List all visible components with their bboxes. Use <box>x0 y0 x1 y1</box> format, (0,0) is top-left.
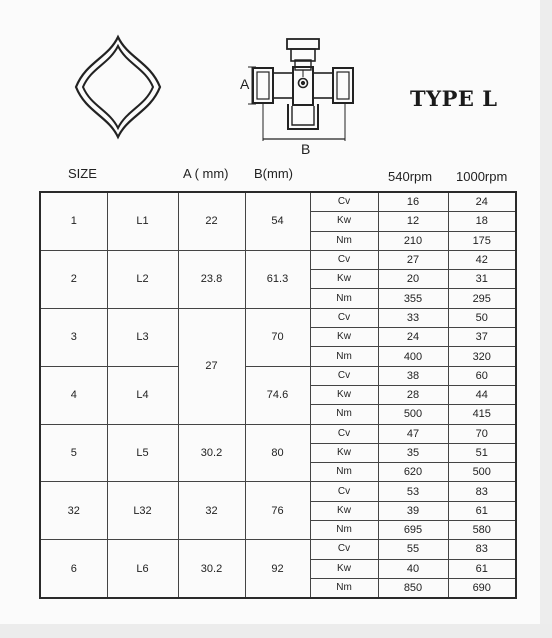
value-1000-cell: 690 <box>448 578 516 598</box>
unit-cell: Cv <box>310 308 378 327</box>
value-1000-cell: 37 <box>448 328 516 347</box>
header-540rpm: 540rpm <box>388 169 433 184</box>
value-1000-cell: 42 <box>448 250 516 269</box>
table-row <box>40 192 516 212</box>
value-540-cell: 20 <box>378 270 448 289</box>
unit-cell: Kw <box>310 443 378 462</box>
unit-cell: Kw <box>310 270 378 289</box>
unit-cell: Nm <box>310 231 378 250</box>
model-cell: L32 <box>107 482 178 540</box>
value-540-cell: 40 <box>378 559 448 578</box>
unit-cell: Cv <box>310 482 378 501</box>
cross-joint-drawing <box>248 39 353 141</box>
b-mm-cell: 54 <box>245 192 310 250</box>
value-1000-cell: 60 <box>448 366 516 385</box>
value-540-cell: 35 <box>378 443 448 462</box>
b-mm-cell: 70 <box>245 308 310 366</box>
value-1000-cell: 295 <box>448 289 516 308</box>
table-row <box>40 366 516 385</box>
unit-cell: Cv <box>310 250 378 269</box>
size-cell: 6 <box>40 540 107 598</box>
page-title: TYPE L <box>410 86 498 111</box>
a-mm-cell: 30.2 <box>178 540 245 598</box>
value-540-cell: 400 <box>378 347 448 366</box>
value-1000-cell: 320 <box>448 347 516 366</box>
value-540-cell: 695 <box>378 521 448 540</box>
table-row <box>40 250 516 269</box>
model-cell: L4 <box>107 366 178 424</box>
unit-cell: Nm <box>310 463 378 482</box>
value-540-cell: 33 <box>378 308 448 327</box>
value-540-cell: 53 <box>378 482 448 501</box>
value-1000-cell: 83 <box>448 482 516 501</box>
unit-cell: Kw <box>310 559 378 578</box>
unit-cell: Kw <box>310 385 378 404</box>
value-540-cell: 55 <box>378 540 448 559</box>
table-row <box>40 482 516 501</box>
model-cell: L1 <box>107 192 178 250</box>
unit-cell: Cv <box>310 424 378 443</box>
b-mm-cell: 92 <box>245 540 310 598</box>
model-cell: L2 <box>107 250 178 308</box>
value-1000-cell: 175 <box>448 231 516 250</box>
unit-cell: Kw <box>310 501 378 520</box>
value-1000-cell: 83 <box>448 540 516 559</box>
spec-table <box>39 191 517 599</box>
unit-cell: Kw <box>310 212 378 231</box>
value-540-cell: 850 <box>378 578 448 598</box>
value-540-cell: 620 <box>378 463 448 482</box>
model-cell: L3 <box>107 308 178 366</box>
page-edge-right <box>540 0 552 638</box>
a-mm-cell: 27 <box>178 308 245 424</box>
value-540-cell: 47 <box>378 424 448 443</box>
value-540-cell: 38 <box>378 366 448 385</box>
b-mm-cell: 61.3 <box>245 250 310 308</box>
value-540-cell: 500 <box>378 405 448 424</box>
unit-cell: Cv <box>310 366 378 385</box>
a-mm-cell: 23.8 <box>178 250 245 308</box>
value-1000-cell: 31 <box>448 270 516 289</box>
a-mm-cell: 30.2 <box>178 424 245 482</box>
dimension-a-label: A <box>240 76 250 92</box>
header-a-mm: A ( mm) <box>183 166 229 181</box>
page-edge-bottom <box>0 624 552 638</box>
value-1000-cell: 70 <box>448 424 516 443</box>
figures-area <box>0 0 540 170</box>
unit-cell: Nm <box>310 521 378 540</box>
table-row <box>40 540 516 559</box>
size-cell: 1 <box>40 192 107 250</box>
a-mm-cell: 32 <box>178 482 245 540</box>
table-row <box>40 308 516 327</box>
value-1000-cell: 580 <box>448 521 516 540</box>
header-size: SIZE <box>68 166 97 181</box>
unit-cell: Nm <box>310 289 378 308</box>
size-cell: 5 <box>40 424 107 482</box>
a-mm-cell: 22 <box>178 192 245 250</box>
b-mm-cell: 80 <box>245 424 310 482</box>
unit-cell: Cv <box>310 540 378 559</box>
value-1000-cell: 51 <box>448 443 516 462</box>
value-540-cell: 28 <box>378 385 448 404</box>
value-1000-cell: 50 <box>448 308 516 327</box>
value-540-cell: 24 <box>378 328 448 347</box>
value-540-cell: 16 <box>378 192 448 212</box>
value-540-cell: 39 <box>378 501 448 520</box>
unit-cell: Nm <box>310 578 378 598</box>
value-540-cell: 12 <box>378 212 448 231</box>
header-1000rpm: 1000rpm <box>456 169 508 184</box>
b-mm-cell: 76 <box>245 482 310 540</box>
dimension-b-label: B <box>301 141 311 157</box>
value-1000-cell: 18 <box>448 212 516 231</box>
unit-cell: Kw <box>310 328 378 347</box>
table-row <box>40 424 516 443</box>
value-1000-cell: 61 <box>448 501 516 520</box>
model-cell: L6 <box>107 540 178 598</box>
size-cell: 32 <box>40 482 107 540</box>
b-mm-cell: 74.6 <box>245 366 310 424</box>
technical-drawings <box>0 0 540 170</box>
value-1000-cell: 415 <box>448 405 516 424</box>
value-540-cell: 355 <box>378 289 448 308</box>
tube-profile-drawing <box>76 37 160 137</box>
size-cell: 2 <box>40 250 107 308</box>
unit-cell: Cv <box>310 192 378 212</box>
model-cell: L5 <box>107 424 178 482</box>
unit-cell: Nm <box>310 405 378 424</box>
value-540-cell: 210 <box>378 231 448 250</box>
value-1000-cell: 500 <box>448 463 516 482</box>
value-1000-cell: 44 <box>448 385 516 404</box>
size-cell: 4 <box>40 366 107 424</box>
value-540-cell: 27 <box>378 250 448 269</box>
header-b-mm: B(mm) <box>254 166 293 181</box>
value-1000-cell: 61 <box>448 559 516 578</box>
size-cell: 3 <box>40 308 107 366</box>
unit-cell: Nm <box>310 347 378 366</box>
value-1000-cell: 24 <box>448 192 516 212</box>
